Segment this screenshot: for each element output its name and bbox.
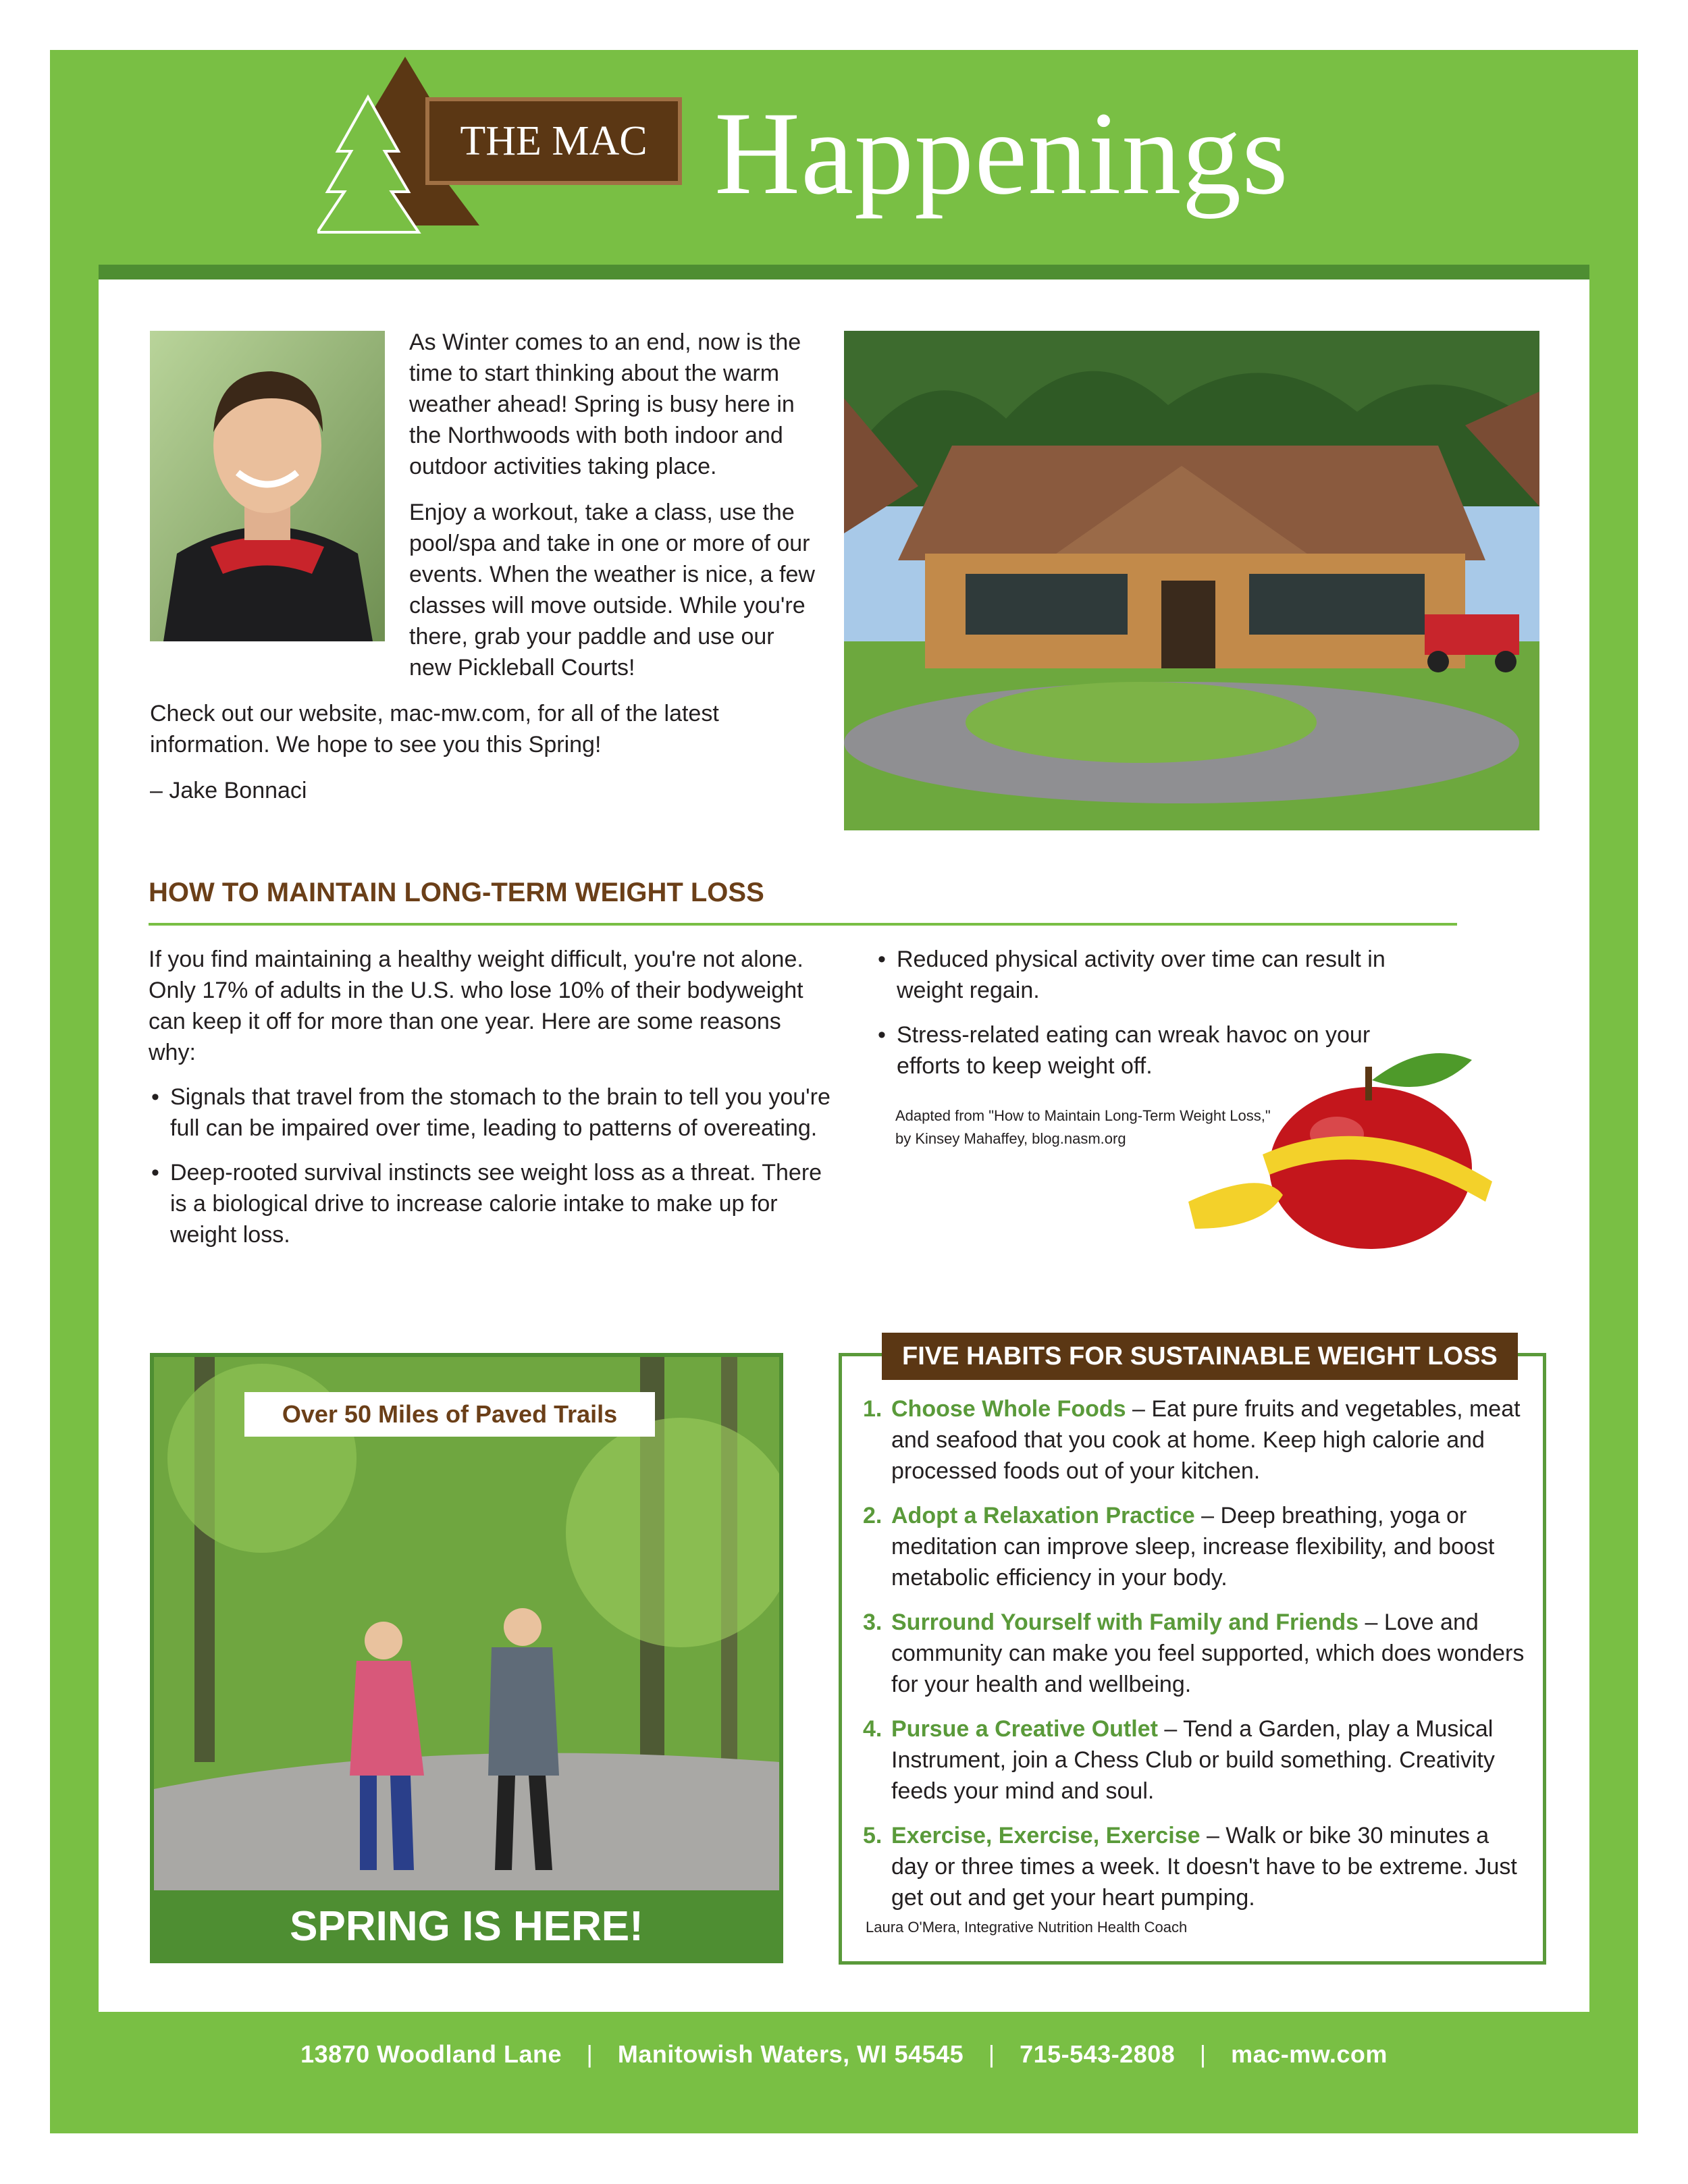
section-rule: [149, 923, 1457, 926]
footer-contact: [50, 2040, 1638, 2069]
bullet-item: • Signals that travel from the stomach to the brain to tell you you're full can be impaired over time, leading to patterns of overeating.: [149, 1082, 830, 1144]
habit-item: [863, 1820, 1525, 1913]
habit-item: [863, 1607, 1525, 1700]
bullet-item: • Stress-related eating can wreak havoc on your efforts to keep weight off.: [875, 1019, 1410, 1082]
habit-title: Exercise, Exercise, Exercise: [891, 1823, 1201, 1848]
habit-item: [863, 1393, 1525, 1487]
bullet-item: • Reduced physical activity over time can result in weight regain.: [875, 944, 1450, 1006]
footer-website-link[interactable]: mac-mw.com: [1231, 2040, 1388, 2068]
habits-list: [863, 1393, 1525, 1913]
habit-text: – Tend a Garden, play a Musical Instrument, join a Chess Club or build something. Creativity feeds your mind and soul.: [891, 1716, 1495, 1804]
weight-loss-heading: HOW TO MAINTAIN LONG-TERM WEIGHT LOSS: [149, 878, 764, 907]
trails-feature: [150, 1353, 783, 1963]
logo-text: THE MAC: [460, 117, 648, 164]
footer-address: 13870 Woodland Lane: [300, 2040, 562, 2068]
intro-signature: – Jake Bonnaci: [150, 778, 307, 803]
footer-phone[interactable]: 715-543-2808: [1020, 2040, 1176, 2068]
habit-number: 4.: [863, 1716, 882, 1742]
bullet-item: • Deep-rooted survival instincts see weight loss as a threat. There is a biological drive to increase calorie intake to make up for weight loss.: [149, 1157, 830, 1250]
trails-photo: [154, 1357, 779, 1890]
habit-text: – Love and community can make you feel supported, which does wonders for your health and wellbeing.: [891, 1609, 1525, 1697]
habit-title: Choose Whole Foods: [891, 1396, 1126, 1422]
weight-loss-bullets-left: [149, 1082, 830, 1250]
logo-box: [425, 97, 682, 185]
intro-paragraph-1: As Winter comes to an end, now is the time to start thinking about the warm weather ahead! Spring is busy here in the Northwoods with both indoor and outdoor activities taking place.: [409, 329, 801, 479]
footer-separator: |: [988, 2040, 995, 2068]
mac-logo: [317, 57, 695, 239]
trails-label: Over 50 Miles of Paved Trails: [244, 1392, 655, 1437]
habit-number: 5.: [863, 1823, 882, 1848]
weight-loss-lead: If you find maintaining a healthy weight difficult, you're not alone. Only 17% of adults in the U.S. who lose 10% of their bodyweight can keep it off for more than one year. Here are some reasons why:: [149, 947, 803, 1065]
trail-walkers-image: [154, 1357, 779, 1890]
habit-text: – Walk or bike 30 minutes a day or three times a week. It doesn't have to be extreme. Just get out and get your heart pumping.: [891, 1823, 1517, 1911]
weight-loss-left-column: [149, 944, 830, 1264]
habit-title: Adopt a Relaxation Practice: [891, 1503, 1195, 1528]
habit-text: – Deep breathing, yoga or meditation can improve sleep, increase flexibility, and boost metabolic efficiency in your body.: [891, 1503, 1495, 1591]
clubhouse-image: [844, 331, 1539, 830]
newsletter-title: Happenings: [714, 88, 1289, 219]
habits-heading: FIVE HABITS FOR SUSTAINABLE WEIGHT LOSS: [882, 1333, 1518, 1380]
apple-tape-icon: [1182, 1026, 1533, 1249]
habit-number: 3.: [863, 1609, 882, 1635]
intro-paragraph-3: Check out our website, mac-mw.com, for all of the latest information. We hope to see you this Spring!: [150, 701, 719, 757]
habit-number: 2.: [863, 1503, 882, 1528]
footer-city: Manitowish Waters, WI 54545: [617, 2040, 964, 2068]
habits-credit: Laura O'Mera, Integrative Nutrition Health Coach: [866, 1919, 1188, 1936]
clubhouse-photo: [844, 331, 1539, 830]
weight-loss-credit: Adapted from "How to Maintain Long-Term Weight Loss," by Kinsey Mahaffey, blog.nasm.org: [895, 1107, 1271, 1147]
habits-list-wrap: [863, 1393, 1525, 1927]
habit-title: Surround Yourself with Family and Friends: [891, 1609, 1359, 1635]
intro-paragraph-2: Enjoy a workout, take a class, use the pool/spa and take in one or more of our events. When the weather is nice, a few classes will move outside. While you're there, grab your paddle and use our new Pickleball Courts!: [409, 500, 815, 681]
habit-item: [863, 1500, 1525, 1593]
habit-text: – Eat pure fruits and vegetables, meat and seafood that you cook at home. Keep high calorie and processed foods out of your kitchen.: [891, 1396, 1521, 1484]
footer-separator: |: [1199, 2040, 1207, 2068]
habit-title: Pursue a Creative Outlet: [891, 1716, 1158, 1742]
intro-text: [150, 327, 818, 821]
spring-banner: SPRING IS HERE!: [290, 1903, 643, 1950]
habit-number: 1.: [863, 1396, 882, 1422]
footer-separator: |: [586, 2040, 594, 2068]
photo-wrap-spacer: [150, 327, 409, 691]
habit-item: [863, 1713, 1525, 1807]
